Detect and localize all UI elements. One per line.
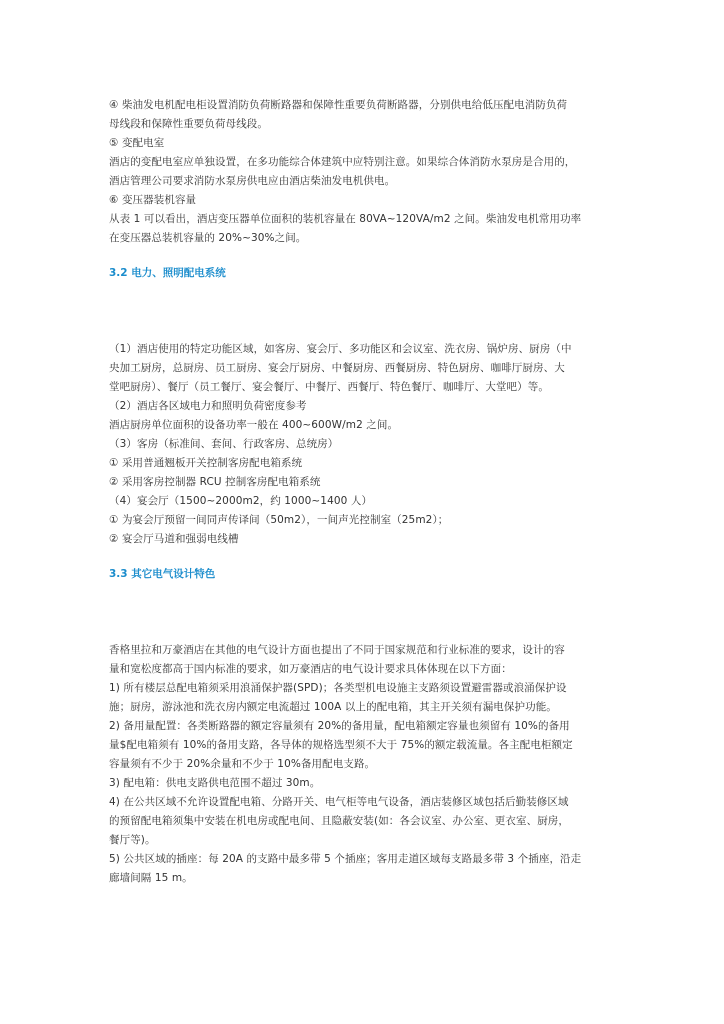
paragraph-line: ④ 柴油发电机配电柜设置消防负荷断路器和保障性重要负荷断路器，分别供电给低压配电消防负荷	[109, 99, 568, 111]
paragraph-line: ② 宴会厅马道和强弱电线槽	[109, 533, 239, 545]
paragraph-line: ⑥ 变压器装机容量	[109, 194, 197, 206]
paragraph-line: ① 为宴会厅预留一间同声传译间（50m2），一间声光控制室（25m2）；	[109, 514, 449, 526]
paragraph-line: 酒店管理公司要求消防水泵房供电应由酒店柴油发电机供电。	[109, 175, 396, 187]
section-heading-3-3: 3.3 其它电气设计特色	[109, 568, 216, 580]
paragraph-line: 量$配电箱须有 10%的备用支路，各导体的规格选型须不大于 75%的额定载流量。各主配电柜额定	[109, 739, 573, 751]
paragraph-line: （4）宴会厅（1500~2000m2，约 1000~1400 人）	[109, 495, 373, 507]
paragraph-line: ② 采用客房控制器 RCU 控制客房配电箱系统	[109, 476, 321, 488]
paragraph-line: 在变压器总装机容量的 20%~30%之间。	[109, 232, 307, 244]
paragraph-line: 堂吧厨房）、餐厅（员工餐厅、宴会餐厅、中餐厅、西餐厅、特色餐厅、咖啡厅、大堂吧）等。	[109, 381, 549, 393]
paragraph-line: 央加工厨房，总厨房、员工厨房、宴会厅厨房、中餐厨房、西餐厨房、特色厨房、咖啡厅厨房、大	[109, 362, 565, 374]
paragraph-line: 3) 配电箱：供电支路供电范围不超过 30m。	[109, 777, 321, 789]
intro-block	[109, 96, 621, 248]
paragraph-line: 的预留配电箱须集中安装在机电房或配电间、且隐蔽安装(如：各会议室、办公室、更衣室、厨房，	[109, 815, 569, 827]
paragraph-line: 酒店的变配电室应单独设置，在多功能综合体建筑中应特别注意。如果综合体消防水泵房是合用的，	[109, 156, 576, 168]
paragraph-line: 2) 备用量配置：各类断路器的额定容量须有 20%的备用量，配电箱额定容量也须留有 10%的备用	[109, 720, 570, 732]
paragraph-line: ⑤ 变配电室	[109, 137, 165, 149]
paragraph-line: 餐厅等)。	[109, 834, 156, 846]
paragraph-line: 4) 在公共区域不允许设置配电箱、分路开关、电气柜等电气设备，酒店装修区域包括后勤装修区域	[109, 796, 569, 808]
paragraph-line: （1）酒店使用的特定功能区域，如客房、宴会厅、多功能区和会议室、洗衣房、锅炉房、厨房（中	[109, 343, 572, 355]
paragraph-line: 1) 所有楼层总配电箱须采用浪涌保护器(SPD)；各类型机电设施主支路须设置避雷器或浪涌保护设	[109, 682, 567, 694]
paragraph-line: （3）客房（标准间、套间、行政客房、总统房）	[109, 438, 339, 450]
paragraph-line: 从表 1 可以看出，酒店变压器单位面积的装机容量在 80VA~120VA/m2 之间。柴油发电机常用功率	[109, 213, 582, 225]
paragraph-line: 5) 公共区域的插座：每 20A 的支路中最多带 5 个插座；客用走道区域每支路最多带 3 个插座，沿走	[109, 853, 582, 865]
paragraph-line: 容量须有不少于 20%余量和不少于 10%备用配电支路。	[109, 758, 376, 770]
paragraph-line: 母线段和保障性重要负荷母线段。	[109, 118, 268, 130]
section-3-2-body	[109, 340, 621, 549]
paragraph-line: 量和宽松度都高于国内标准的要求，如万豪酒店的电气设计要求具体体现在以下方面：	[109, 663, 512, 675]
document-page	[109, 96, 621, 888]
section-3-3-body	[109, 641, 621, 888]
paragraph-line: 酒店厨房单位面积的设备功率一般在 400~600W/m2 之间。	[109, 419, 399, 431]
paragraph-line: 香格里拉和万豪酒店在其他的电气设计方面也提出了不同于国家规范和行业标准的要求，设计的容	[109, 644, 565, 656]
paragraph-line: ① 采用普通翘板开关控制客房配电箱系统	[109, 457, 303, 469]
section-heading-3-2: 3.2 电力、照明配电系统	[109, 267, 226, 279]
paragraph-line: 廊墙间隔 15 m。	[109, 872, 193, 884]
paragraph-line: 施；厨房，游泳池和洗衣房内额定电流超过 100A 以上的配电箱，其主开关须有漏电保护功能。	[109, 701, 557, 713]
paragraph-line: （2）酒店各区域电力和照明负荷密度参考	[109, 400, 307, 412]
